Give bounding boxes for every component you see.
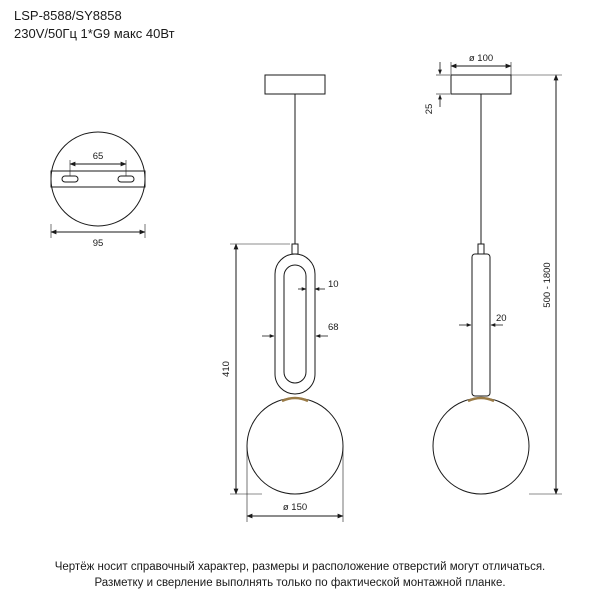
footer-note-2: Разметку и сверление выполнять только по фактической монтажной планке. xyxy=(94,577,506,589)
mount-slot-left xyxy=(62,176,78,182)
footer-note-1: Чертёж носит справочный характер, размеры и расположение отверстий могут отличаться. xyxy=(54,561,546,573)
dim-label-100: ø 100 xyxy=(468,53,494,64)
mount-circle xyxy=(51,132,145,226)
dim-label-10: 10 xyxy=(328,279,339,290)
mount-top-view xyxy=(51,132,145,238)
oval-frame-outer xyxy=(275,254,315,394)
dim-label-150: ø 150 xyxy=(282,502,308,513)
frame-side-rod xyxy=(472,254,490,396)
mounting-bar xyxy=(51,171,145,187)
canopy-front xyxy=(265,75,325,94)
dim-label-410: 410 xyxy=(221,361,232,377)
dim-label-20: 20 xyxy=(496,313,507,324)
lamp-cap xyxy=(292,244,298,254)
mount-slot-right xyxy=(118,176,134,182)
dim-label-95: 95 xyxy=(92,238,104,249)
model-number: LSP-8588/SY8858 xyxy=(14,8,122,23)
canopy-side xyxy=(451,75,511,94)
glass-globe-side xyxy=(433,398,529,494)
dim-label-25: 25 xyxy=(424,103,435,115)
electrical-spec: 230V/50Гц 1*G9 макс 40Вт xyxy=(14,26,175,41)
glass-globe xyxy=(247,398,343,494)
dim-label-500-1800: 500 - 1800 xyxy=(542,262,553,308)
dim-label-65: 65 xyxy=(92,151,104,162)
dim-label-68: 68 xyxy=(328,322,339,333)
front-view xyxy=(230,75,343,522)
lamp-cap-side xyxy=(478,244,484,254)
